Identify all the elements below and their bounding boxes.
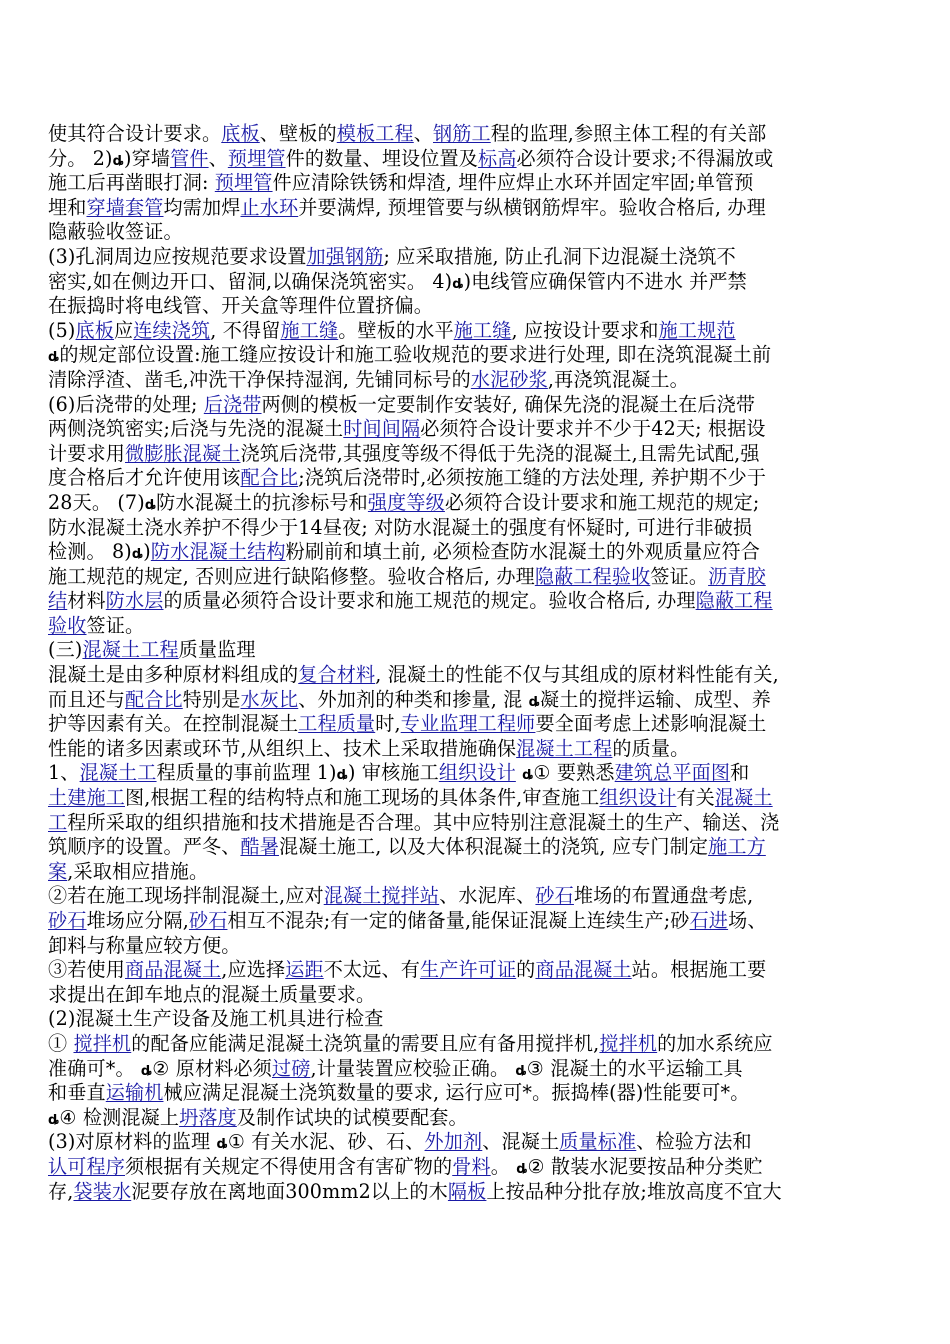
hyperlink[interactable]: 袋装水	[73, 1179, 132, 1203]
hyperlink[interactable]: 骨料	[452, 1154, 491, 1178]
hyperlink[interactable]: 配合比	[124, 687, 183, 711]
text-run: 的质量。	[612, 736, 690, 760]
text-run: 场、	[728, 909, 767, 932]
hyperlink[interactable]: 施工规范	[658, 318, 736, 342]
text-run: 卸料与称量应较方便。	[48, 933, 241, 957]
text-run: 粉刷前和填土前, 必须检查防水混凝土的外观质量应符合	[285, 540, 760, 564]
text-run: ③ 混凝土的水平运输工具	[526, 1056, 743, 1080]
hyperlink[interactable]: 施工方	[708, 835, 766, 859]
hyperlink[interactable]: 标高	[478, 146, 517, 170]
hyperlink[interactable]: 过磅	[272, 1056, 311, 1080]
text-line	[48, 884, 904, 909]
text-run: 时,	[375, 712, 401, 736]
hyperlink[interactable]: 水灰比	[240, 687, 299, 711]
bullet-mark-icon: ȡ	[131, 547, 144, 563]
text-run: 施工规范的规定, 否则应进行缺陷修整。验收合格后, 办理	[48, 564, 535, 588]
text-run: 防水混凝土浇水养护不得少于14昼夜; 对防水混凝土的强度有怀疑时, 可进行非破损	[48, 515, 753, 539]
text-line	[48, 147, 904, 172]
hyperlink[interactable]: 运输机	[105, 1081, 164, 1105]
text-line	[48, 565, 904, 590]
hyperlink[interactable]: 连续浇筑	[133, 318, 211, 342]
text-run: 、检验方法和	[636, 1130, 752, 1154]
text-run: 、混凝土	[482, 1130, 560, 1154]
document-page	[48, 122, 908, 1204]
bullet-mark-icon: ȡ	[144, 497, 157, 513]
text-line	[48, 171, 904, 196]
bullet-mark-icon: ȡ	[522, 768, 534, 784]
text-run: 防水混凝土的抗渗标号和	[156, 490, 368, 514]
text-run: (三)	[48, 638, 83, 662]
text-run: 的	[516, 958, 536, 982]
text-line	[48, 393, 904, 418]
hyperlink[interactable]: 沥青胶	[708, 564, 766, 588]
hyperlink[interactable]: 强度等级	[367, 490, 445, 514]
hyperlink[interactable]: 石进	[689, 909, 729, 932]
text-run: 和垂直	[48, 1081, 106, 1105]
text-run: 特别是	[182, 687, 241, 711]
text-run: (3)对原材料的监理	[48, 1130, 217, 1154]
text-line	[48, 491, 904, 516]
text-run: 质量监理	[178, 638, 256, 662]
text-line	[48, 712, 904, 737]
bullet-mark-icon: ȡ	[336, 768, 349, 784]
text-run: 程所采取的组织措施和技术措施是否合理。其中应特别注意混凝土的生产、输送、浇	[67, 810, 780, 834]
hyperlink[interactable]: 坍落度	[179, 1105, 237, 1129]
hyperlink[interactable]: 施工缝	[453, 318, 512, 342]
text-run: 在振捣时将电线管、开关盒等理件位置挤偏。	[48, 294, 433, 318]
text-run: 上按品种分批存放;堆放高度不宜大	[486, 1179, 782, 1203]
text-line	[48, 319, 904, 344]
bullet-mark-icon: ȡ	[216, 1137, 228, 1153]
text-run: 、水泥库、	[439, 884, 536, 908]
text-run: 。壁板的水平	[338, 318, 454, 342]
hyperlink[interactable]: 土建施工	[48, 786, 125, 810]
text-line	[48, 688, 904, 713]
text-run: (6)后浇带的处理;	[48, 392, 204, 416]
text-line	[48, 417, 904, 442]
hyperlink[interactable]: 案	[48, 859, 68, 883]
text-run: 必须符合设计要求和施工规范的规定;	[444, 490, 760, 514]
text-run: 和	[730, 761, 750, 785]
text-run: 泥要存放在离地面300mm2以上的木	[131, 1179, 448, 1203]
text-line	[48, 343, 904, 368]
text-run: 清除浮渣、凿毛,冲洗干净保持湿润, 先铺同标号的	[48, 367, 471, 391]
hyperlink[interactable]: 复合材料	[298, 663, 376, 687]
hyperlink[interactable]: 工	[48, 810, 68, 834]
hyperlink[interactable]: 混凝土	[714, 786, 773, 810]
text-run: ③若使用	[48, 958, 125, 982]
text-run: 埋和	[48, 195, 87, 219]
text-run: ,采取相应措施。	[67, 859, 209, 883]
text-run: 。	[490, 1154, 517, 1178]
hyperlink[interactable]: 隐蔽工程	[695, 589, 773, 613]
hyperlink[interactable]: 钢筋工	[432, 122, 491, 145]
hyperlink[interactable]: 防水混凝土结构	[150, 540, 286, 564]
hyperlink[interactable]: 建筑总平面图	[614, 761, 731, 785]
text-line	[48, 516, 904, 541]
text-line	[48, 294, 904, 319]
hyperlink[interactable]: 外加剂	[424, 1130, 483, 1154]
text-run: 两侧浇筑密实;后浇与先浇的混凝土	[48, 417, 344, 441]
hyperlink[interactable]: 认可程序	[48, 1154, 125, 1178]
hyperlink[interactable]: 止水环	[240, 195, 299, 219]
text-run: 必须符合设计要求;不得漏放或	[516, 146, 774, 170]
hyperlink[interactable]: 商品混凝土	[124, 958, 222, 982]
text-run: ,计量装置应校验正确。	[310, 1056, 516, 1080]
text-line	[48, 1130, 904, 1155]
bullet-mark-icon: ȡ	[48, 350, 60, 366]
text-run: 混凝土是由多种原材料组成的	[48, 663, 299, 687]
text-line	[48, 786, 904, 811]
text-run: 件的数量、埋设位置及	[285, 146, 479, 170]
text-line	[48, 1057, 904, 1082]
text-line	[48, 934, 904, 959]
text-run: 的质量必须符合设计要求和施工规范的规定。验收合格后, 办理	[163, 589, 696, 613]
text-run: , 应按设计要求和	[511, 318, 659, 342]
bullet-mark-icon: ȡ	[112, 153, 124, 169]
hyperlink[interactable]: 施工缝	[280, 318, 339, 342]
text-line	[48, 1180, 904, 1205]
hyperlink[interactable]: 加强钢筋	[306, 244, 384, 268]
text-run: 堆场应分隔,	[86, 909, 189, 932]
text-run: 须根据有关规定不得使用含有害矿物的	[124, 1154, 453, 1178]
text-line	[48, 983, 904, 1008]
text-run: 凝土的搅拌运输、成型、养	[539, 687, 771, 711]
hyperlink[interactable]: 工程质量	[298, 712, 376, 736]
text-run: 件应清除铁锈和焊渣, 埋件应焊止水环并固定牢固;单管预	[272, 171, 754, 195]
text-run: 堆场的布置通盘考虑,	[573, 884, 754, 908]
text-run: 浇筑后浇带,其强度等级不得低于先浇的混凝土,且需先试配,强	[240, 441, 760, 465]
text-run: 、外加剂的种类和掺量, 混	[298, 687, 529, 711]
text-run: 施工后再凿眼打洞:	[48, 171, 215, 195]
text-line	[48, 270, 904, 295]
hyperlink[interactable]: 组织设计	[438, 761, 516, 785]
hyperlink[interactable]: 管件	[170, 146, 209, 170]
text-run: ;浇筑后浇带时,必须按施工缝的方法处理, 养护期不少于	[298, 466, 767, 490]
hyperlink[interactable]: 配合比	[240, 466, 299, 490]
hyperlink[interactable]: 微膨胀混凝土	[124, 441, 241, 465]
text-run: )穿墙	[123, 146, 171, 170]
text-line	[48, 638, 904, 663]
text-line	[48, 860, 904, 885]
text-run: 而且还与	[48, 687, 125, 711]
hyperlink[interactable]: 商品混凝土	[535, 958, 632, 982]
hyperlink[interactable]: 预埋管	[214, 171, 273, 195]
text-run: 站。根据施工要	[631, 958, 767, 982]
text-line	[48, 220, 904, 245]
hyperlink[interactable]: 砂石	[535, 884, 574, 908]
text-run: , 不得留	[210, 318, 281, 342]
text-run: 、	[413, 122, 433, 145]
text-run: ②若在施工现场拌制混凝土,应对	[48, 884, 324, 908]
hyperlink[interactable]: 砂石	[188, 909, 228, 932]
bullet-mark-icon: ȡ	[516, 1161, 528, 1177]
text-run: 计要求用	[48, 441, 125, 465]
text-run: 程的监理,参照主体工程的有关部	[490, 122, 767, 145]
text-run: 分。 2)	[48, 146, 113, 170]
hyperlink[interactable]: 混凝土工程	[82, 638, 179, 662]
text-run: 两侧的模板一定要制作安装好, 确保先浇的混凝土在后浇带	[261, 392, 756, 416]
text-run: ) 审核施工	[348, 761, 439, 785]
text-run: )电线管应确保管内不进水 并严禁	[463, 269, 747, 293]
text-line	[48, 589, 904, 614]
text-run: 性能的诸多因素或环节,从组织上、技术上采取措施确保	[48, 736, 517, 760]
text-run: 度合格后才允许使用该	[48, 466, 241, 490]
text-line	[48, 1106, 904, 1131]
text-line	[48, 196, 904, 221]
text-run: 求提出在卸车地点的混凝土质量要求。	[48, 982, 376, 1006]
text-line	[48, 811, 904, 836]
text-run: ② 散装水泥要按品种分类贮	[527, 1154, 763, 1178]
text-run: )	[143, 540, 151, 564]
text-run: 存,	[48, 1179, 74, 1203]
text-run: 筑顺序的设置。严冬、	[48, 835, 241, 859]
hyperlink[interactable]: 防水层	[105, 589, 164, 613]
text-run: 签证。	[650, 564, 709, 588]
text-run: 1、	[48, 761, 80, 785]
hyperlink[interactable]: 酷暑	[240, 835, 279, 859]
text-run: 及制作试块的试模要配套。	[236, 1105, 468, 1129]
hyperlink[interactable]: 穿墙套管	[86, 195, 164, 219]
hyperlink[interactable]: 结	[48, 589, 68, 613]
text-run: 均需加焊	[163, 195, 241, 219]
hyperlink[interactable]: 专业监理工程师	[400, 712, 536, 736]
text-line	[48, 1155, 904, 1180]
text-run: 相互不混杂;有一定的储备量,能保证混凝上连续生产;砂	[227, 909, 690, 932]
text-line	[48, 614, 904, 639]
text-line	[48, 245, 904, 270]
hyperlink[interactable]: 模板工程	[336, 122, 414, 145]
text-line	[48, 368, 904, 393]
text-line	[48, 540, 904, 565]
text-run: 28天。 (7)	[48, 490, 145, 514]
hyperlink[interactable]: 组织设计	[599, 786, 677, 810]
hyperlink[interactable]: 砂石	[48, 909, 87, 932]
text-run: 应	[114, 318, 134, 342]
bullet-mark-icon: ȡ	[528, 694, 540, 710]
hyperlink[interactable]: 搅拌机	[599, 1031, 658, 1055]
text-run: 、壁板的	[259, 122, 337, 145]
text-line	[48, 761, 904, 786]
text-run: 使其符合设计要求。	[48, 122, 222, 145]
text-run: 混凝土施工, 以及大体积混凝土的浇筑, 应专门制定	[278, 835, 709, 859]
text-line	[48, 737, 904, 762]
text-line	[48, 1007, 904, 1032]
text-run: ① 要熟悉	[533, 761, 615, 785]
text-line	[48, 1032, 904, 1057]
text-run: 有关	[676, 786, 715, 810]
text-run: 的加水系统应	[657, 1031, 773, 1055]
bullet-mark-icon: ȡ	[140, 1063, 153, 1079]
text-line	[48, 1081, 904, 1106]
hyperlink[interactable]: 时间间隔	[343, 417, 421, 441]
text-run: 隐蔽验收签证。	[48, 220, 183, 244]
hyperlink[interactable]: 水泥砂浆	[470, 367, 548, 391]
hyperlink[interactable]: 搅拌机	[73, 1031, 132, 1055]
text-run: 不太远、有	[323, 958, 420, 982]
text-run: 检测。 8)	[48, 540, 132, 564]
text-run: , 混凝土的性能不仅与其组成的原材料性能有关,	[375, 663, 779, 687]
text-run: ,应选择	[221, 958, 286, 982]
text-run: (5)	[48, 318, 76, 342]
text-line	[48, 663, 904, 688]
text-line	[48, 909, 904, 934]
text-run: ①	[48, 1031, 74, 1055]
text-run: 、	[208, 146, 228, 170]
hyperlink[interactable]: 底板	[221, 122, 260, 145]
text-line	[48, 122, 904, 147]
text-run: 的规定部位设置:施工缝应按设计和施工验收规范的要求进行处理, 即在浇筑混凝土前	[59, 343, 772, 367]
text-run: 签证。	[86, 613, 145, 637]
text-run: 材料	[67, 589, 106, 613]
hyperlink[interactable]: 混凝土搅拌站	[323, 884, 440, 908]
bullet-mark-icon: ȡ	[48, 1112, 60, 1128]
hyperlink[interactable]: 质量标准	[559, 1130, 637, 1154]
hyperlink[interactable]: 后浇带	[203, 392, 262, 416]
text-run: (2)混凝土生产设备及施工机具进行检查	[48, 1007, 384, 1031]
text-line	[48, 835, 904, 860]
hyperlink[interactable]: 隐蔽工程验收	[534, 564, 651, 588]
hyperlink[interactable]: 混凝土工程	[516, 736, 613, 760]
text-run: ,再浇筑混凝土。	[547, 367, 689, 391]
hyperlink[interactable]: 生产许可证	[419, 958, 517, 982]
text-run: 必须符合设计要求并不少于42天; 根据设	[420, 417, 766, 441]
text-run: ④ 检测混凝上	[59, 1105, 180, 1129]
text-run: (3)孔洞周边应按规范要求设置	[48, 244, 307, 268]
text-line	[48, 958, 904, 983]
hyperlink[interactable]: 底板	[75, 318, 115, 342]
text-run: 准确可*。	[48, 1056, 141, 1080]
text-run: 密实,如在侧边开口、留洞,以确保浇筑密实。 4)	[48, 269, 453, 293]
bullet-mark-icon: ȡ	[515, 1063, 527, 1079]
hyperlink[interactable]: 运距	[285, 958, 324, 982]
text-line	[48, 466, 904, 491]
text-run: ① 有关水泥、砂、石、	[227, 1130, 425, 1154]
text-run: 要全面考虑上述影响混凝土	[535, 712, 767, 736]
text-run: 图,根据工程的结构特点和施工现场的具体条件,审查施工	[124, 786, 600, 810]
text-run: 程质量的事前监理 1)	[156, 761, 337, 785]
text-line	[48, 442, 904, 467]
hyperlink[interactable]: 混凝土工	[79, 761, 157, 785]
text-run: 的配备应能满足混凝土浇筑量的需要且应有备用搅拌机,	[131, 1031, 600, 1055]
hyperlink[interactable]: 验收	[48, 613, 87, 637]
hyperlink[interactable]: 预埋管	[227, 146, 286, 170]
text-run: 并要满焊, 预埋管要与纵横钢筋焊牢。验收合格后, 办理	[298, 195, 766, 219]
text-run: ; 应采取措施, 防止孔洞下边混凝土浇筑不	[383, 244, 736, 268]
bullet-mark-icon: ȡ	[452, 276, 464, 292]
hyperlink[interactable]: 隔板	[447, 1179, 487, 1203]
text-run: ② 原材料必须	[152, 1056, 273, 1080]
text-run: 护等因素有关。在控制混凝土	[48, 712, 299, 736]
text-run: 械应满足混凝土浇筑数量的要求, 运行应可*。振捣棒(器)性能要可*。	[163, 1081, 750, 1105]
